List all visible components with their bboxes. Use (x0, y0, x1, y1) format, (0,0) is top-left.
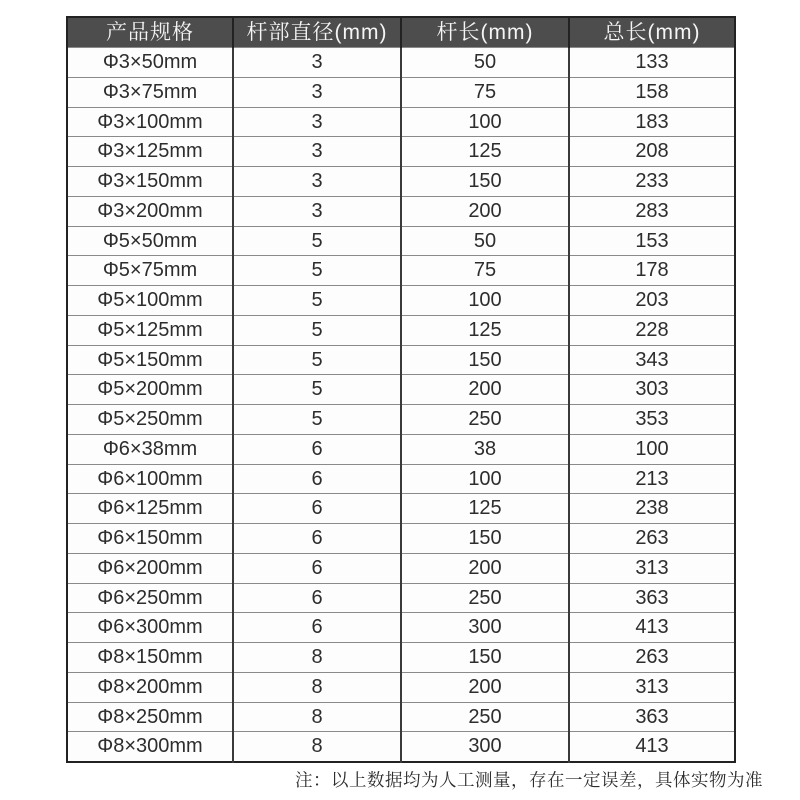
table-cell: 200 (401, 553, 569, 583)
table-cell: 150 (401, 524, 569, 554)
table-cell: Φ6×250mm (67, 583, 233, 613)
table-cell: Φ5×200mm (67, 375, 233, 405)
table-cell: 183 (569, 107, 735, 137)
table-row (67, 107, 735, 137)
table-row (67, 405, 735, 435)
table-cell: 5 (233, 256, 401, 286)
table-cell: 5 (233, 315, 401, 345)
table-cell: 208 (569, 137, 735, 167)
table-cell: 133 (569, 48, 735, 78)
table-row (67, 524, 735, 554)
table-cell: 343 (569, 345, 735, 375)
table-cell: 213 (569, 464, 735, 494)
table-cell: 6 (233, 553, 401, 583)
table-cell: Φ6×200mm (67, 553, 233, 583)
table-cell: 8 (233, 702, 401, 732)
table-cell: 3 (233, 107, 401, 137)
column-header-3: 总长(mm) (569, 17, 735, 48)
table-cell: Φ3×75mm (67, 77, 233, 107)
table-cell: 125 (401, 137, 569, 167)
table-cell: 200 (401, 196, 569, 226)
table-cell: Φ8×300mm (67, 732, 233, 762)
table-cell: Φ5×50mm (67, 226, 233, 256)
table-cell: 250 (401, 405, 569, 435)
table-cell: Φ6×300mm (67, 613, 233, 643)
table-cell: 150 (401, 643, 569, 673)
table-cell: 150 (401, 167, 569, 197)
table-row (67, 286, 735, 316)
table-cell: Φ3×100mm (67, 107, 233, 137)
table-cell: 100 (401, 286, 569, 316)
table-row (67, 732, 735, 762)
table-cell: 8 (233, 672, 401, 702)
table-cell: 203 (569, 286, 735, 316)
table-cell: 125 (401, 494, 569, 524)
spec-table (66, 16, 736, 763)
table-cell: Φ6×125mm (67, 494, 233, 524)
table-cell: 363 (569, 583, 735, 613)
table-cell: Φ5×250mm (67, 405, 233, 435)
table-cell: Φ8×150mm (67, 643, 233, 673)
table-cell: 6 (233, 464, 401, 494)
table-cell: 228 (569, 315, 735, 345)
table-row (67, 553, 735, 583)
table-row (67, 345, 735, 375)
table-cell: 75 (401, 77, 569, 107)
table-row (67, 256, 735, 286)
table-cell: Φ5×100mm (67, 286, 233, 316)
table-row (67, 167, 735, 197)
table-cell: Φ3×50mm (67, 48, 233, 78)
table-row (67, 464, 735, 494)
table-cell: Φ6×38mm (67, 434, 233, 464)
table-cell: 3 (233, 48, 401, 78)
table-cell: 3 (233, 137, 401, 167)
table-cell: 413 (569, 613, 735, 643)
table-cell: 178 (569, 256, 735, 286)
table-row (67, 643, 735, 673)
table-row (67, 434, 735, 464)
table-row (67, 315, 735, 345)
table-cell: 5 (233, 405, 401, 435)
table-cell: Φ8×200mm (67, 672, 233, 702)
table-cell: 300 (401, 732, 569, 762)
table-cell: 3 (233, 77, 401, 107)
table-cell: Φ5×150mm (67, 345, 233, 375)
table-cell: Φ3×150mm (67, 167, 233, 197)
table-cell: 75 (401, 256, 569, 286)
table-cell: Φ6×100mm (67, 464, 233, 494)
table-body (67, 48, 735, 763)
table-cell: 283 (569, 196, 735, 226)
table-cell: 125 (401, 315, 569, 345)
table-cell: 6 (233, 434, 401, 464)
table-cell: 250 (401, 583, 569, 613)
table-cell: Φ8×250mm (67, 702, 233, 732)
table-cell: 100 (569, 434, 735, 464)
table-cell: Φ3×200mm (67, 196, 233, 226)
table-row (67, 137, 735, 167)
table-cell: 200 (401, 672, 569, 702)
table-cell: 5 (233, 286, 401, 316)
table-cell: 6 (233, 613, 401, 643)
table-row (67, 583, 735, 613)
footnote: 注：以上数据均为人工测量，存在一定误差，具体实物为准 (295, 770, 763, 790)
table-row (67, 375, 735, 405)
table-cell: 3 (233, 196, 401, 226)
table-cell: 150 (401, 345, 569, 375)
table-cell: 158 (569, 77, 735, 107)
table-cell: 100 (401, 107, 569, 137)
table-cell: Φ5×75mm (67, 256, 233, 286)
table-cell: 6 (233, 583, 401, 613)
table-cell: 8 (233, 643, 401, 673)
table-row (67, 702, 735, 732)
table-cell: 313 (569, 553, 735, 583)
table-cell: 3 (233, 167, 401, 197)
table-cell: 8 (233, 732, 401, 762)
table-row (67, 48, 735, 78)
table-cell: 100 (401, 464, 569, 494)
table-cell: 303 (569, 375, 735, 405)
table-cell: 50 (401, 48, 569, 78)
table-row (67, 196, 735, 226)
table-cell: Φ5×125mm (67, 315, 233, 345)
table-cell: 5 (233, 226, 401, 256)
table-cell: 413 (569, 732, 735, 762)
table-cell: 5 (233, 345, 401, 375)
table-row (67, 613, 735, 643)
column-header-0: 产品规格 (67, 17, 233, 48)
header-row (67, 17, 735, 48)
table-cell: 300 (401, 613, 569, 643)
table-cell: 263 (569, 524, 735, 554)
table-cell: 5 (233, 375, 401, 405)
table-cell: 6 (233, 524, 401, 554)
column-header-2: 杆长(mm) (401, 17, 569, 48)
table-row (67, 226, 735, 256)
table-cell: 238 (569, 494, 735, 524)
table-cell: 6 (233, 494, 401, 524)
table-cell: 363 (569, 702, 735, 732)
table-cell: 50 (401, 226, 569, 256)
table-cell: 263 (569, 643, 735, 673)
table-cell: 233 (569, 167, 735, 197)
table-cell: Φ3×125mm (67, 137, 233, 167)
table-cell: 250 (401, 702, 569, 732)
table-row (67, 494, 735, 524)
table-cell: 38 (401, 434, 569, 464)
column-header-1: 杆部直径(mm) (233, 17, 401, 48)
table-cell: 200 (401, 375, 569, 405)
table-row (67, 672, 735, 702)
table-cell: 153 (569, 226, 735, 256)
table-cell: 353 (569, 405, 735, 435)
table-row (67, 77, 735, 107)
table-cell: 313 (569, 672, 735, 702)
table-cell: Φ6×150mm (67, 524, 233, 554)
